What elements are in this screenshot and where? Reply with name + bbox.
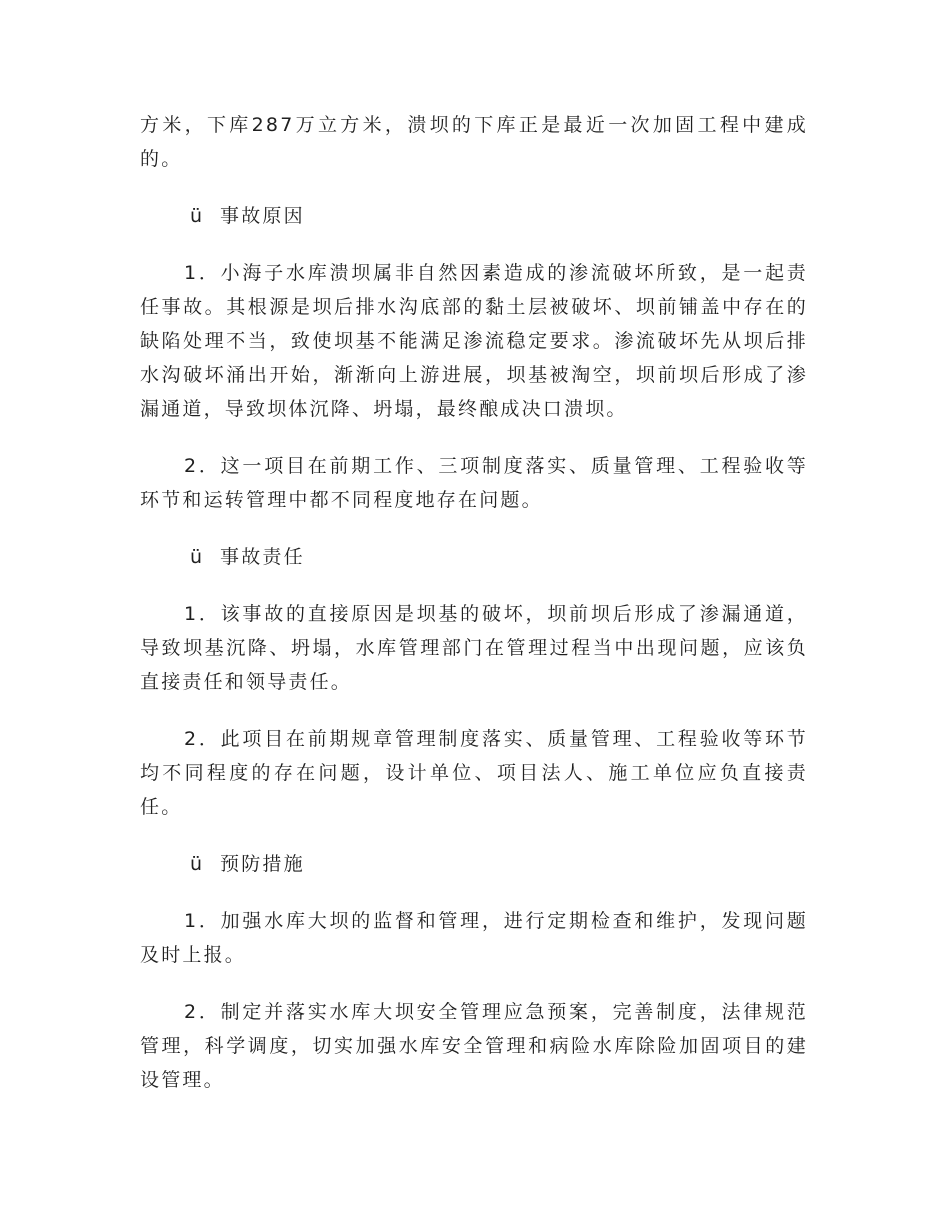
paragraph-cause-2: 2．这一项目在前期工作、三项制度落实、质量管理、工程验收等环节和运转管理中都不同程度地存在问题。 <box>140 455 808 511</box>
paragraph-responsibility-1: 1．该事故的直接原因是坝基的破坏，坝前坝后形成了渗漏通道，导致坝基沉降、坍塌，水库管理部门在管理过程当中出现问题，应该负直接责任和领导责任。 <box>140 603 808 693</box>
paragraph-prevention-2: 2．制定并落实水库大坝安全管理应急预案，完善制度，法律规范管理，科学调度，切实加强水库安全管理和病险水库除险加固项目的建设管理。 <box>140 1001 808 1091</box>
checkmark-bullet-icon: ü <box>190 205 205 227</box>
section-heading-label: 事故责任 <box>220 546 305 568</box>
section-heading-cause <box>140 199 808 233</box>
section-heading-label: 事故原因 <box>220 205 305 227</box>
checkmark-bullet-icon: ü <box>190 546 205 568</box>
checkmark-bullet-icon: ü <box>190 853 205 875</box>
paragraph-cause-1: 1．小海子水库溃坝属非自然因素造成的渗流破坏所致，是一起责任事故。其根源是坝后排水沟底部的黏土层被破坏、坝前铺盖中存在的缺陷处理不当，致使坝基不能满足渗流稳定要求。渗流破坏先从坝后排水沟破坏涌出开始，渐渐向上游进展，坝基被淘空，坝前坝后形成了渗漏通道，导致坝体沉降、坍塌，最终酿成决口溃坝。 <box>140 262 808 420</box>
document-body <box>140 108 808 1120</box>
paragraph-responsibility-2: 2．此项目在前期规章管理制度落实、质量管理、工程验收等环节均不同程度的存在问题，设计单位、项目法人、施工单位应负直接责任。 <box>140 728 808 818</box>
paragraph-continuation: 方米，下库287万立方米，溃坝的下库正是最近一次加固工程中建成的。 <box>140 114 808 170</box>
section-heading-prevention <box>140 847 808 881</box>
section-heading-responsibility <box>140 540 808 574</box>
paragraph-prevention-1: 1．加强水库大坝的监督和管理，进行定期检查和维护，发现问题及时上报。 <box>140 910 808 966</box>
section-heading-label: 预防措施 <box>220 853 305 875</box>
